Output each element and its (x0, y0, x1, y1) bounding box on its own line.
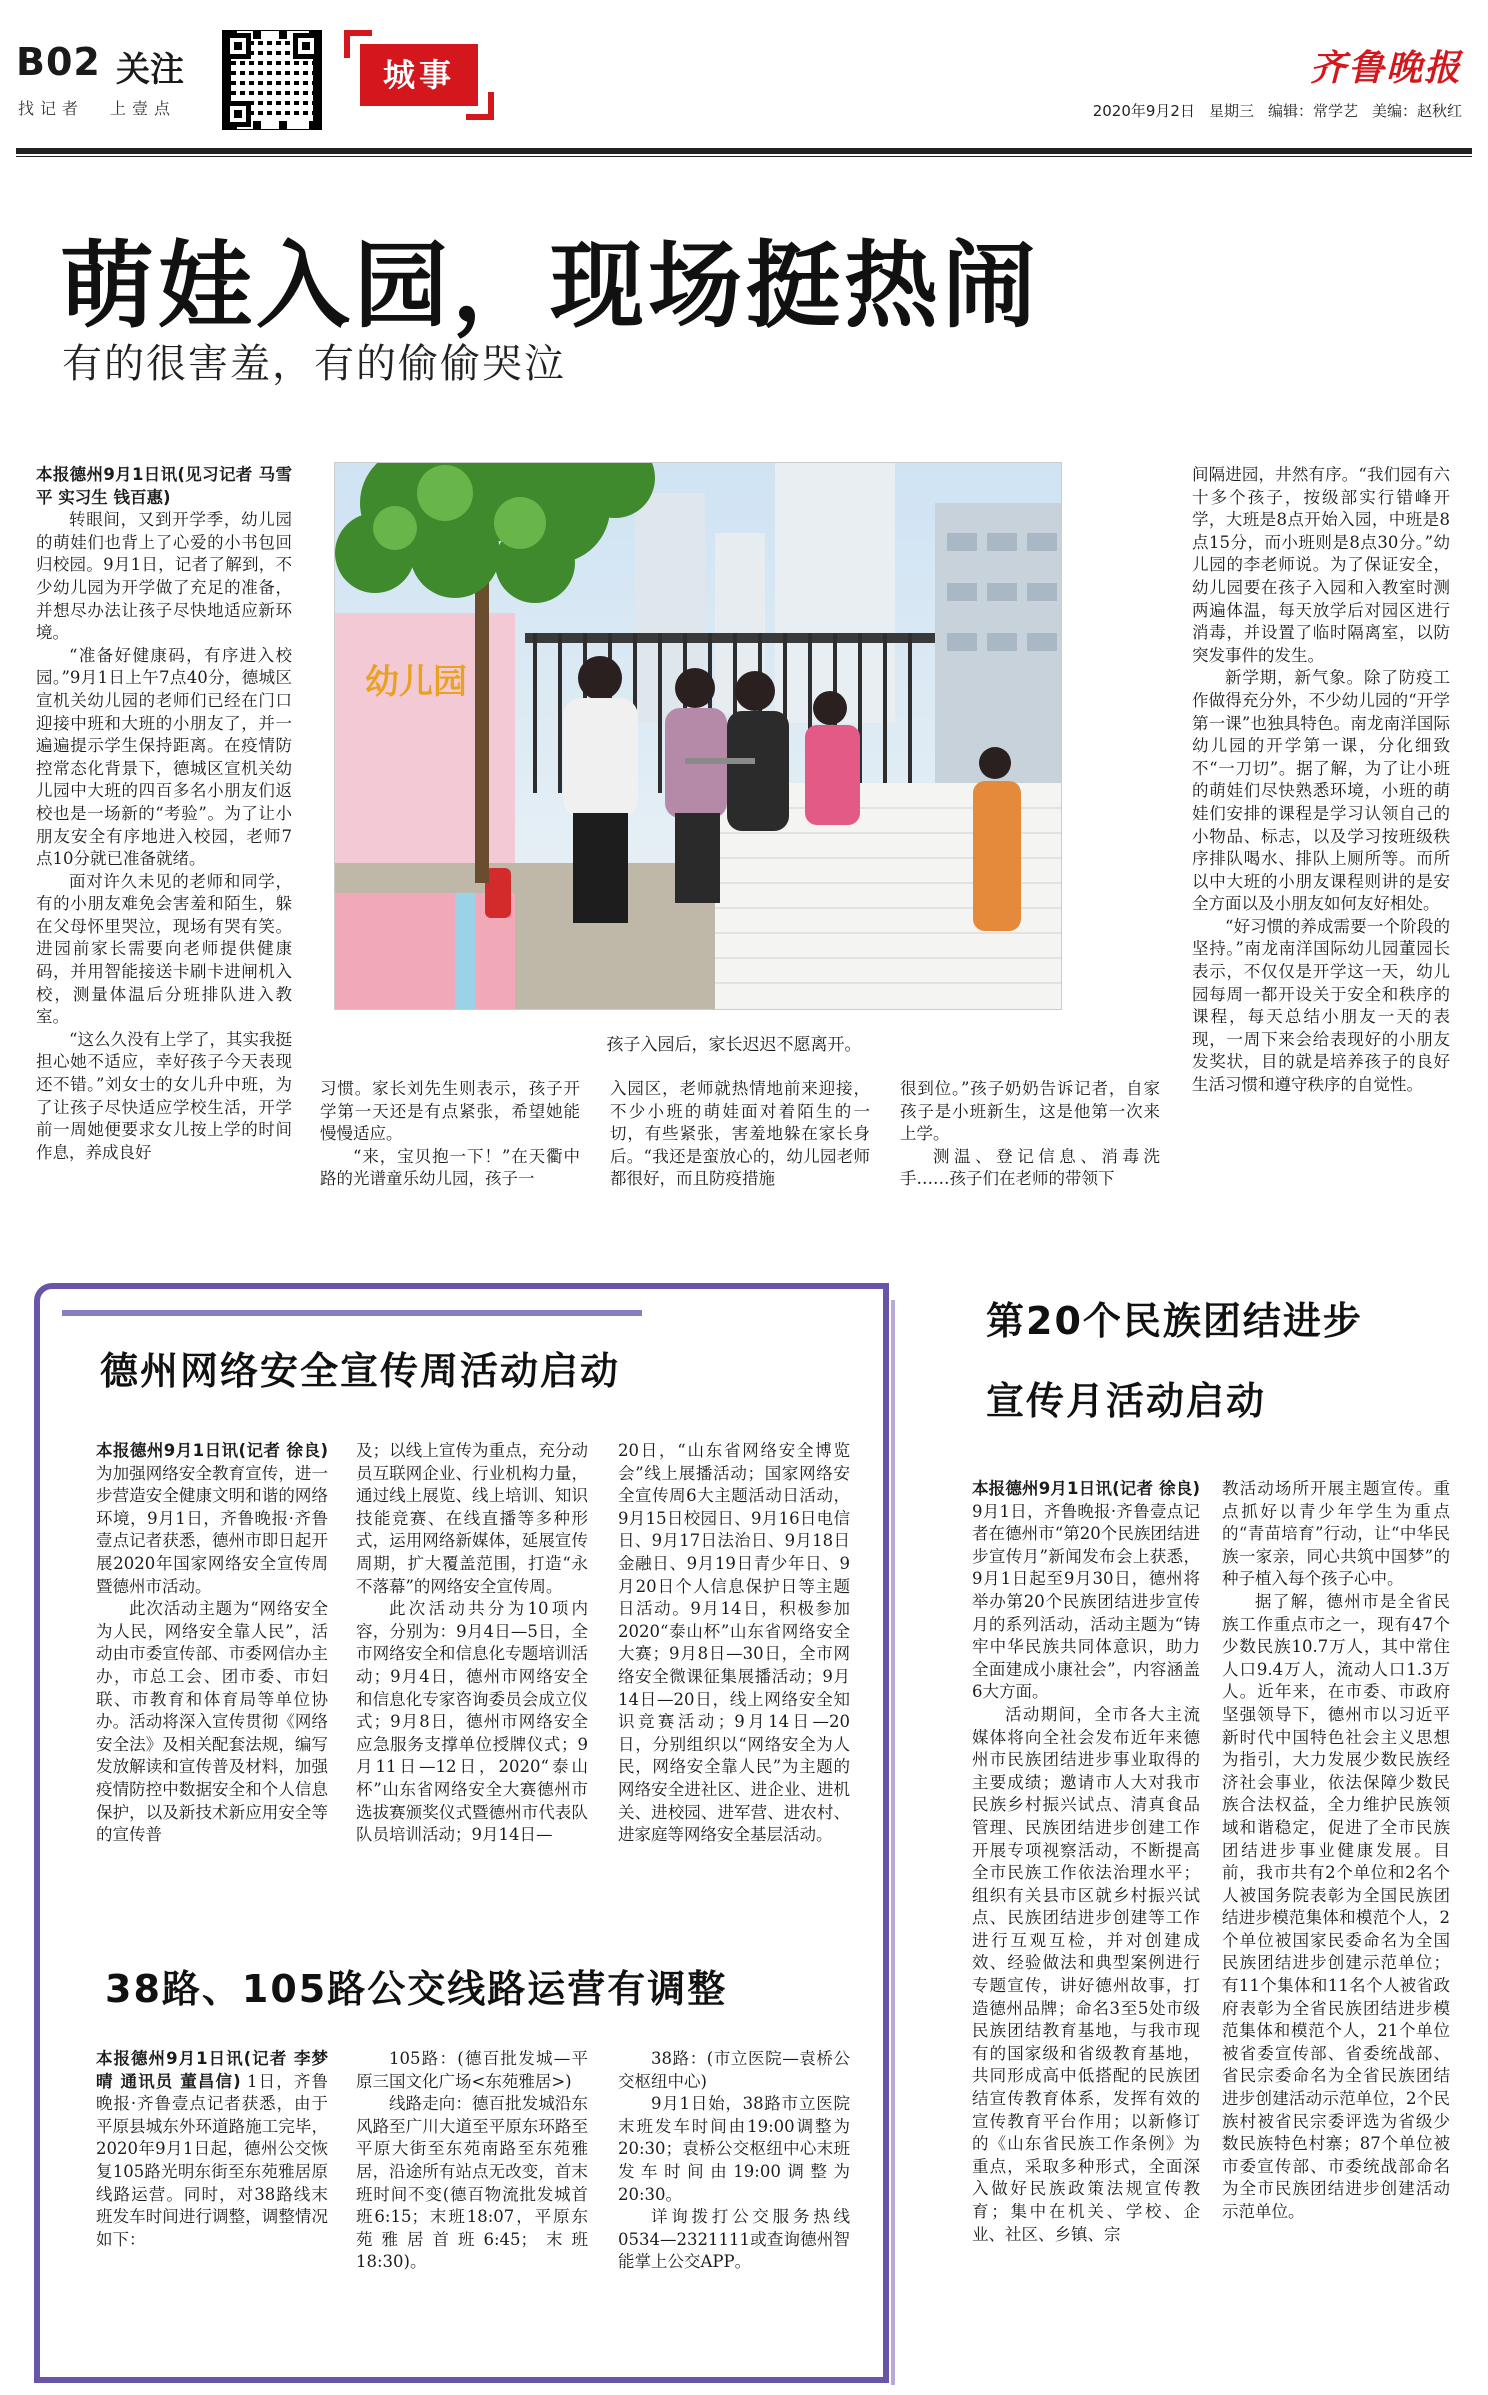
kindergarten-photo (334, 462, 1062, 1010)
article1-column-2 (320, 1078, 580, 1268)
slogan (18, 96, 202, 119)
article1-column-5 (1192, 464, 1450, 1264)
column-tag (344, 30, 494, 120)
paragraph: 教活动场所开展主题宣传。重点抓好以青少年学生为重点的“青苗培育”行动，让“中华民族一家亲，同心共筑中国梦”的种子植入每个孩子心中。 (1222, 1479, 1450, 1589)
article3-title: 38路、105路公交线路运营有调整 (105, 1967, 728, 2011)
article2-title: 德州网络安全宣传周活动启动 (100, 1349, 621, 1393)
article2-column-1 (96, 1440, 328, 1910)
svg-text:幼儿园: 幼儿园 (365, 662, 467, 702)
paragraph: 新学期，新气象。除了防疫工作做得充分外，不少幼儿园的“开学第一课”也独具特色。南龙南洋国际幼儿园的开学第一课，分化细致不“一刀切”。据了解，为了让小班的萌娃们尽快熟悉环境，小班的萌娃们安排的课程是学习认领自己的小物品、标志，以及学习按班级秩序排队喝水、排队上厕所等。而所以中大班的小朋友课程则讲的是安全方面以及小朋友如何友好相处。 (1192, 668, 1450, 914)
paragraph: 105路：(德百批发城—平原三国文化广场<东苑雅居>) (356, 2049, 588, 2091)
paragraph: 转眼间，又到开学季，幼儿园的萌娃们也背上了心爱的小书包回归校园。9月1日，记者了解到，不少幼儿园为开学做了充足的准备，并想尽办法让孩子尽快地适应新环境。 (36, 510, 292, 643)
newspaper-logo: 齐鲁晚报 (1309, 47, 1462, 89)
paragraph: 入园区，老师就热情地前来迎接，不少小班的萌娃面对着陌生的一切，有些紧张，害羞地躲在家长身后。“我还是蛮放心的，幼儿园老师都很好，而且防疫措施 (610, 1079, 870, 1189)
article2-byline: 本报德州9月1日讯(记者 徐良) (96, 1441, 328, 1460)
issue-weekday: 星期三 (1208, 102, 1254, 120)
slogan-part: 上壹点 (110, 99, 177, 118)
paragraph: 9月1日始，38路市立医院末班发车时间由19:00调整为20:30；袁桥公交枢纽中心末班发车时间由19:00调整为20:30。 (618, 2094, 850, 2204)
article4-column-2 (1222, 1478, 1450, 2383)
page-number: B02 (16, 40, 101, 84)
paragraph: “准备好健康码，有序进入校园。”9月1日上午7点40分，德城区宣机关幼儿园的老师们已经在门口迎接中班和大班的小朋友了，并一遍遍提示学生保持距离。在疫情防控常态化背景下，德城区宣机关幼儿园中大班的四百多名小朋友们返校也是一场新的“考验”。为了让小朋友安全有序地进入校园，老师7点10分就已准备就绪。 (36, 645, 292, 869)
paragraph: 习惯。家长刘先生则表示，孩子开学第一天还是有点紧张，希望她能慢慢适应。 (320, 1079, 580, 1144)
slogan-part: 找记者 (18, 99, 85, 118)
kindergarten-photo-image (335, 463, 1062, 1010)
article3-column-1 (96, 2048, 328, 2368)
paragraph: 据了解，德州市是全省民族工作重点市之一，现有47个少数民族10.7万人，其中常住人口9.4万人，流动人口1.3万人。近年来，在市委、市政府坚强领导下，德州市以习近平新时代中国特色社会主义思想为指引，大力发展少数民族经济社会事业，依法保障少数民族合法权益，全力维护民族领域和谐稳定，促进了全市民族团结进步事业健康发展。目前，我市共有2个单位和2名个人被国务院表彰为全国民族团结进步模范集体和模范个人，2个单位被国家民委命名为全国民族团结进步创建示范单位；有11个集体和11名个人被省政府表彰为全省民族团结进步模范集体和模范个人，21个单位被省委宣传部、省委统战部、省民宗委命名为全省民族团结进步创建活动示范单位，2个民族村被省民宗委评选为省级少数民族特色村寨；87个单位被市委宣传部、市委统战部命名为全市民族团结进步创建活动示范单位。 (1222, 1591, 1450, 2221)
article2-column-2 (356, 1440, 588, 1910)
paragraph: 线路走向：德百批发城沿东风路至广川大道至平原东环路至平原大街至东苑南路至东苑雅居，沿途所有站点无改变，首末班时间不变(德百物流批发城首班6:15；末班18:07，平原东苑雅居首班6:45；末班18:30)。 (356, 2094, 588, 2272)
paragraph: “来，宝贝抱一下！”在天衢中路的光谱童乐幼儿园，孩子一 (320, 1146, 580, 1189)
issue-date: 2020年9月2日 (1092, 102, 1195, 120)
paragraph: 此次活动主题为“网络安全为人民，网络安全靠人民”，活动由市委宣传部、市委网信办主办，市总工会、团市委、市妇联、市教育和体育局等单位协办。活动将深入宣传贯彻《网络安全法》及相关配套法规，编写发放解读和宣传普及材料，加强疫情防控中数据安全和个人信息保护，以及新技术新应用安全等的宣传普 (96, 1599, 328, 1845)
column-tag-label: 城事 (360, 44, 478, 106)
section-name: 关注 (116, 50, 184, 90)
paragraph: 活动期间，全市各大主流媒体将向全社会发布近年来德州市民族团结进步事业取得的主要成绩；邀请市人大对我市民族乡村振兴试点、清真食品管理、民族团结进步创建工作开展专项视察活动，不断提高全市民族工作依法治理水平；组织有关县市区就乡村振兴试点、民族团结进步创建等工作进行互观互检，并对创建成效、经验做法和典型案例进行专题宣传，讲好德州故事，打造德州品牌；命名3至5处市级民族团结教育基地，与我市现有的国家级和省级教育基地，共同形成高中低搭配的民族团结宣传教育体系，发挥有效的宣传教育平台作用；以新修订的《山东省民族工作条例》为重点，采取多种形式，全面深入做好民族政策法规宣传教育；集中在机关、学校、企业、社区、乡镇、宗 (972, 1704, 1200, 2244)
article1-column-1 (36, 464, 292, 1264)
paragraph: 此次活动共分为10项内容，分别为：9月4日—5日，全市网络安全和信息化专题培训活动；9月4日，德州市网络安全和信息化专家咨询委员会成立仪式；9月8日，德州市网络安全应急服务支撑单位授牌仪式；9月11日—12日，2020“泰山杯”山东省网络安全大赛德州市选拔赛颁奖仪式暨德州市代表队队员培训活动；9月14日— (356, 1599, 588, 1845)
paragraph: 很到位。”孩子奶奶告诉记者，自家孩子是小班新生，这是他第一次来上学。 (900, 1079, 1160, 1144)
editor: 编辑：常学艺 (1267, 102, 1358, 120)
article3-byline: 本报德州9月1日讯(记者 李梦晴 通讯员 董昌信) (96, 2049, 328, 2091)
header-rule (16, 148, 1472, 154)
issue-meta (1079, 100, 1462, 121)
article3-column-3 (618, 2048, 850, 2368)
box-accent (62, 1310, 642, 1316)
article2-column-3 (618, 1440, 850, 1910)
article4-title-line1: 第20个民族团结进步 (986, 1299, 1363, 1343)
article1-title: 萌娃入园，现场挺热闹 (60, 232, 1041, 341)
paragraph: “这么久没有上学了，其实我挺担心她不适应，幸好孩子今天表现还不错。”刘女士的女儿升中班，为了让孩子尽快适应学校生活，开学前一周她便要求女儿按上学的时间作息，养成良好 (36, 1029, 292, 1162)
paragraph: 38路：(市立医院—袁桥公交枢纽中心) (618, 2049, 850, 2091)
article1-byline: 本报德州9月1日讯(见习记者 马雪平 实习生 钱百惠) (36, 465, 292, 507)
article4-title-line2: 宣传月活动启动 (986, 1379, 1267, 1423)
paragraph: 及；以线上宣传为重点，充分动员互联网企业、行业机构力量，通过线上展览、线上培训、知识技能竞赛、在线直播等多种形式，运用网络新媒体，延展宣传周期，扩大覆盖范围，打造“永不落幕”的网络安全宣传周。 (356, 1441, 588, 1596)
article3-column-2 (356, 2048, 588, 2368)
paragraph: 面对许久未见的老师和同学，有的小朋友难免会害羞和陌生，躲在父母怀里哭泣，现场有哭有笑。进园前家长需要向老师提供健康码，并用智能接送卡刷卡进闸机入校，测量体温后分班排队进入教室。 (36, 871, 292, 1027)
header-rule-thin (16, 156, 1472, 157)
paragraph: 详询拨打公交服务热线0534—2321111或查询德州智能掌上公交APP。 (618, 2207, 850, 2272)
article1-subtitle: 有的很害羞，有的偷偷哭泣 (62, 341, 566, 387)
paragraph: 为加强网络安全教育宣传，进一步营造安全健康文明和谐的网络环境，9月1日，齐鲁晚报·齐鲁壹点记者获悉，德州市即日起开展2020年国家网络安全宣传周暨德州市活动。 (96, 1463, 328, 1596)
paragraph: “好习惯的养成需要一个阶段的坚持。”南龙南洋国际幼儿园董园长表示，不仅仅是开学这一天，幼儿园每周一都开设关于安全和秩序的课程，每天总结小朋友一天的表现，一周下来会给表现好的小朋友发奖状，目的就是培养孩子的良好生活习惯和遵守秩序的自觉性。 (1192, 916, 1450, 1095)
paragraph: 间隔进园，井然有序。“我们园有六十多个孩子，按级部实行错峰开学，大班是8点开始入园，中班是8点15分，而小班则是8点30分。”幼儿园的李老师说。为了保证安全，幼儿园要在孩子入园和入教室时测两遍体温，每天放学后对园区进行消毒，并设置了临时隔离室，以防突发事件的发生。 (1192, 465, 1450, 665)
paragraph: 20日，“山东省网络安全博览会”线上展播活动；国家网络安全宣传周6大主题活动日活动，9月15日校园日、9月16日电信日、9月17日法治日、9月18日金融日、9月19日青少年日、9月20日个人信息保护日等主题日活动。9月14日，积极参加2020“泰山杯”山东省网络安全大赛；9月8日—30日，全市网络安全微课征集展播活动；9月14日—20日，线上网络安全知识竞赛活动；9月14日—20日，分别组织以“网络安全为人民，网络安全靠人民”为主题的网络安全进社区、进企业、进机关、进校园、进军营、进农村、进家庭等网络安全基层活动。 (618, 1441, 850, 1845)
page-header (16, 30, 1472, 155)
designer: 美编：赵秋红 (1371, 102, 1462, 120)
article4-column-1 (972, 1478, 1200, 2383)
paragraph: 1日，齐鲁晚报·齐鲁壹点记者获悉，由于平原县城东外环道路施工完毕，2020年9月1日起，德州公交恢复105路光明东街至东苑雅居原线路运营。同时，对38路线末班发车时间进行调整，调整情况如下： (96, 2071, 328, 2249)
article1-column-4 (900, 1078, 1160, 1268)
qr-code-icon (222, 30, 322, 130)
photo-caption: 孩子入园后，家长迟迟不愿离开。 (606, 1035, 862, 1055)
paragraph: 测温、登记信息、消毒洗手……孩子们在老师的带领下 (900, 1146, 1160, 1189)
paragraph: 9月1日，齐鲁晚报·齐鲁壹点记者在德州市“第20个民族团结进步宣传月”新闻发布会上获悉，9月1日起至9月30日，德州将举办第20个民族团结进步宣传月的系列活动，活动主题为“铸牢中华民族共同体意识，助力全面建成小康社会”，内容涵盖6大方面。 (972, 1501, 1200, 1702)
article1-column-3 (610, 1078, 870, 1268)
article4-byline: 本报德州9月1日讯(记者 徐良) (972, 1479, 1200, 1498)
